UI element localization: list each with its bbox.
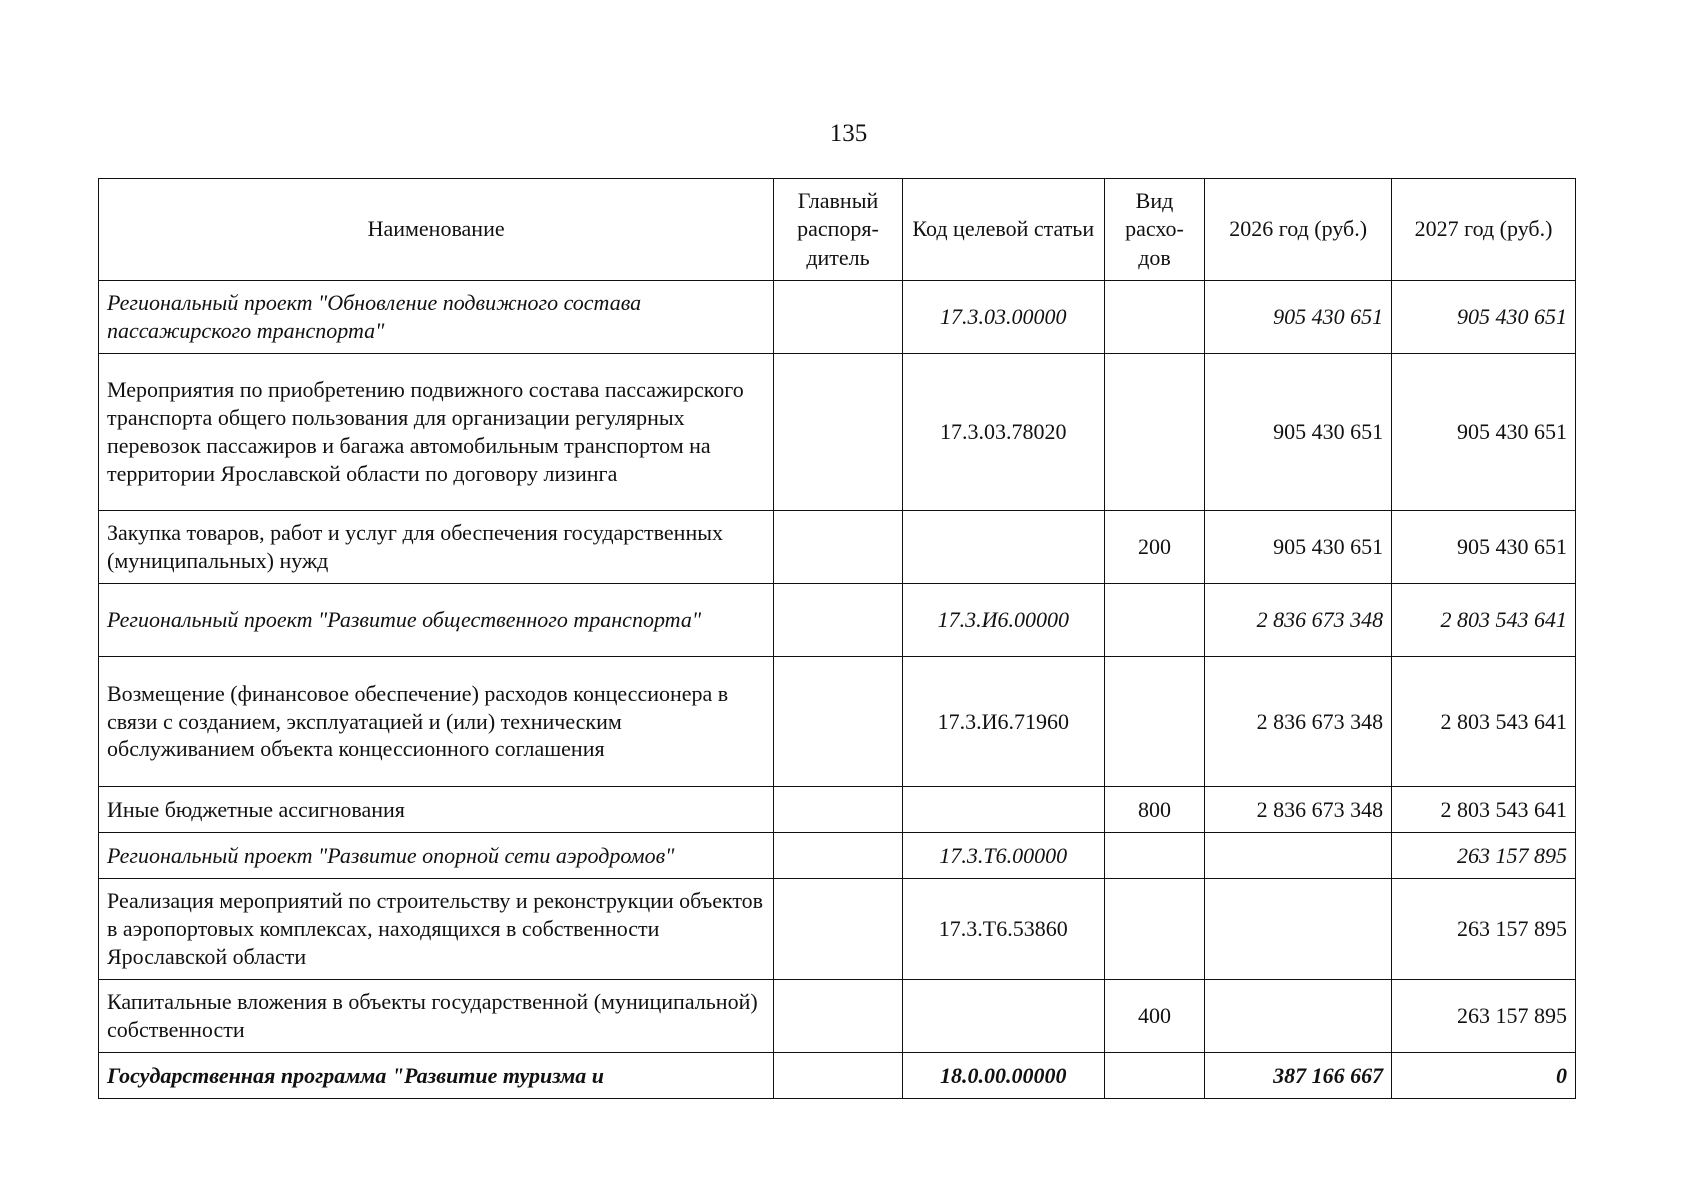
row-kind: 800 [1104,787,1204,833]
row-2027: 263 157 895 [1392,833,1576,879]
row-main-admin [774,354,903,511]
row-kind [1104,354,1204,511]
row-2026: 905 430 651 [1205,511,1392,584]
row-main-admin [774,980,903,1053]
table-row [99,354,1576,511]
row-main-admin [774,833,903,879]
row-main-admin [774,584,903,657]
row-kind [1104,281,1204,354]
row-code [902,511,1104,584]
budget-table [98,178,1576,1099]
row-code: 17.3.Т6.53860 [902,879,1104,980]
row-name: Капитальные вложения в объекты государственной (муниципальной) собственности [99,980,774,1053]
table-row [99,657,1576,787]
row-main-admin [774,511,903,584]
row-main-admin [774,1053,903,1099]
row-name: Региональный проект "Обновление подвижного состава пассажирского транспорта" [99,281,774,354]
row-name: Реализация мероприятий по строительству и реконструкции объектов в аэропортовых комплексах, находящихся в собственности Ярославской области [99,879,774,980]
row-kind [1104,833,1204,879]
row-kind [1104,879,1204,980]
table-row [99,511,1576,584]
row-kind [1104,657,1204,787]
row-name: Возмещение (финансовое обеспечение) расходов концессионера в связи с созданием, эксплуатацией и (или) техническим обслуживанием объекта концессионного соглашения [99,657,774,787]
row-kind: 200 [1104,511,1204,584]
row-2026 [1205,833,1392,879]
row-2026: 905 430 651 [1205,281,1392,354]
page-number: 135 [829,120,868,147]
row-code: 17.3.Т6.00000 [902,833,1104,879]
row-2027: 263 157 895 [1392,980,1576,1053]
table-row [99,281,1576,354]
row-2027: 905 430 651 [1392,281,1576,354]
row-code: 18.0.00.00000 [902,1053,1104,1099]
row-code: 17.3.03.00000 [902,281,1104,354]
table-row [99,833,1576,879]
table-row [99,980,1576,1053]
row-name: Региональный проект "Развитие общественного транспорта" [99,584,774,657]
row-2026: 2 836 673 348 [1205,657,1392,787]
row-2027: 905 430 651 [1392,511,1576,584]
header-target-code: Код целевой статьи [902,179,1104,281]
header-name: Наименование [99,179,774,281]
row-2026: 2 836 673 348 [1205,584,1392,657]
table-row [99,787,1576,833]
row-main-admin [774,657,903,787]
row-2027: 2 803 543 641 [1392,584,1576,657]
row-2027: 905 430 651 [1392,354,1576,511]
row-main-admin [774,787,903,833]
row-code [902,787,1104,833]
row-code: 17.3.03.78020 [902,354,1104,511]
row-2027: 2 803 543 641 [1392,787,1576,833]
row-name: Закупка товаров, работ и услуг для обеспечения государственных (муниципальных) нужд [99,511,774,584]
header-year-2026: 2026 год (руб.) [1205,179,1392,281]
row-code: 17.3.И6.71960 [902,657,1104,787]
row-kind [1104,1053,1204,1099]
row-2027: 263 157 895 [1392,879,1576,980]
header-expense-kind: Вид расхо-дов [1104,179,1204,281]
row-name: Мероприятия по приобретению подвижного состава пассажирского транспорта общего пользования для организации регулярных перевозок пассажиров и багажа автомобильным транспортом на территории Ярославской области по договору лизинга [99,354,774,511]
table-row [99,1053,1576,1099]
row-2027: 2 803 543 641 [1392,657,1576,787]
row-2026 [1205,879,1392,980]
row-code: 17.3.И6.00000 [902,584,1104,657]
row-main-admin [774,879,903,980]
row-kind: 400 [1104,980,1204,1053]
row-name: Иные бюджетные ассигнования [99,787,774,833]
row-2026: 905 430 651 [1205,354,1392,511]
table-row [99,584,1576,657]
row-2027: 0 [1392,1053,1576,1099]
row-2026: 387 166 667 [1205,1053,1392,1099]
header-year-2027: 2027 год (руб.) [1392,179,1576,281]
row-kind [1104,584,1204,657]
row-2026: 2 836 673 348 [1205,787,1392,833]
table-header-row [99,179,1576,281]
header-main-admin: Главный распоря-дитель [774,179,903,281]
row-2026 [1205,980,1392,1053]
row-code [902,980,1104,1053]
row-name: Государственная программа "Развитие туризма и [99,1053,774,1099]
table-row [99,879,1576,980]
row-name: Региональный проект "Развитие опорной сети аэродромов" [99,833,774,879]
row-main-admin [774,281,903,354]
